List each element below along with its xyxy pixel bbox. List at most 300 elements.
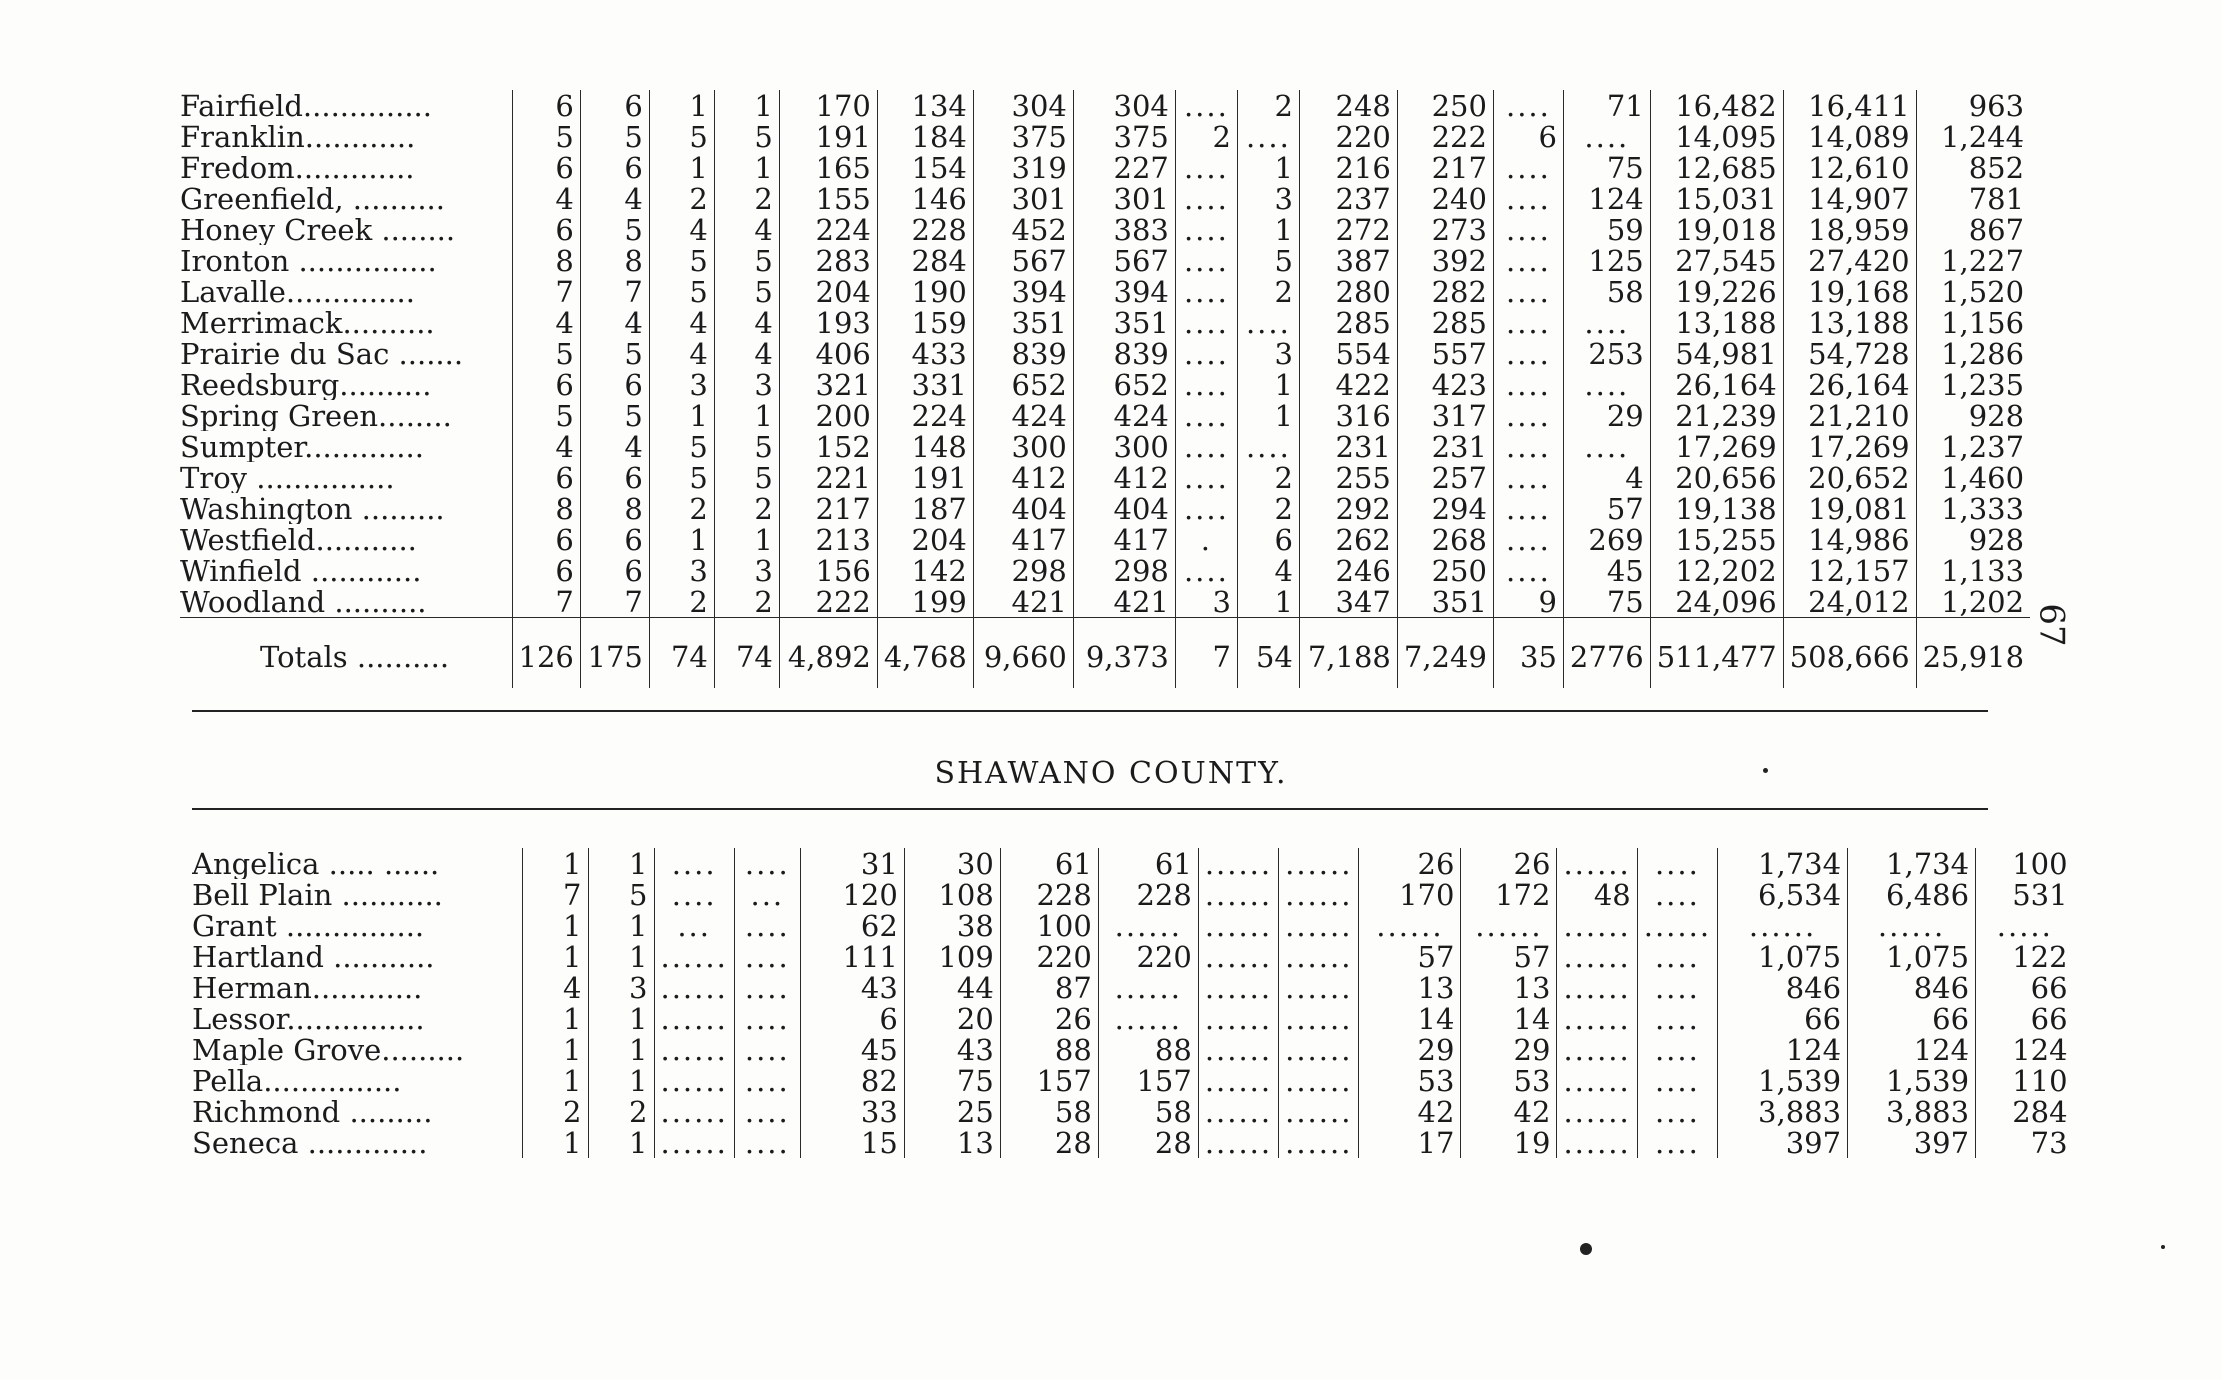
table-cell: ...... [1461, 910, 1557, 941]
table-cell: .... [1175, 276, 1237, 307]
table-cell: 220 [1299, 121, 1397, 152]
table-cell: 928 [1968, 524, 2025, 555]
table-row [192, 1034, 2074, 1065]
table-cell: ...... [1279, 1096, 1359, 1127]
table-cell: ...... [1198, 1127, 1278, 1158]
table-cell: 6,534 [1718, 879, 1848, 910]
table-cell: 222 [1397, 121, 1493, 152]
table-cell: .... [734, 848, 800, 879]
table-cell: 1 [522, 941, 588, 972]
table-cell: ...... [1557, 1003, 1637, 1034]
ink-speck [1763, 768, 1768, 773]
table-cell: 6 [580, 152, 649, 183]
table-cell: 9,373 [1073, 618, 1175, 689]
table-cell: ...... [1198, 972, 1278, 1003]
table-cell: .... [1493, 555, 1563, 586]
table-cell: 1 [649, 90, 714, 121]
table-cell: 294 [1397, 493, 1493, 524]
table-cell: 3 [588, 972, 654, 1003]
table-cell: ...... [1848, 910, 1976, 941]
table-cell: 20,656 [1650, 462, 1783, 493]
table-cell: 14 [1359, 1003, 1461, 1034]
table-cell: 282 [1397, 276, 1493, 307]
table-cell: 17,269 [1783, 431, 1916, 462]
table-cell: 285 [1299, 307, 1397, 338]
table-cell: 4 [1563, 462, 1650, 493]
table-cell: 1 [1237, 400, 1299, 431]
table-cell: 1 [588, 1065, 654, 1096]
table-cell: 2 [1175, 121, 1237, 152]
table-cell: ...... [1279, 941, 1359, 972]
table-cell: 316 [1299, 400, 1397, 431]
table-cell: .... [734, 1065, 800, 1096]
table-cell: 1,235 [1941, 369, 2025, 400]
table-cell: 58 [1563, 276, 1650, 307]
table-cell: 3 [649, 555, 714, 586]
table-cell: 6 [512, 369, 580, 400]
table-cell: .... [1637, 941, 1717, 972]
table-cell: 3,883 [1848, 1096, 1976, 1127]
table-cell: 867 [1968, 214, 2025, 245]
table-cell: 5 [714, 121, 779, 152]
table-cell: 148 [877, 431, 973, 462]
table-cell: 26 [1461, 848, 1557, 879]
table-cell: 58 [1098, 1096, 1198, 1127]
table-cell: 283 [779, 245, 877, 276]
table-cell: 928 [1968, 400, 2025, 431]
table-cell: 5 [649, 462, 714, 493]
table-cell: 170 [779, 90, 877, 121]
table-cell: 14,089 [1783, 121, 1916, 152]
township-name: Sumpter............. [180, 431, 512, 462]
table-cell: ...... [1198, 879, 1278, 910]
table-cell: 62 [800, 910, 904, 941]
table-cell: 20 [904, 1003, 1000, 1034]
table-cell: 347 [1299, 586, 1397, 618]
table-cell: 152 [779, 431, 877, 462]
table-cell: ...... [654, 1003, 734, 1034]
table-cell: .... [1175, 431, 1237, 462]
table-cell: 44 [904, 972, 1000, 1003]
table-cell: 1 [522, 1065, 588, 1096]
table-cell: 1,520 [1941, 276, 2025, 307]
table-cell: 3 [1237, 338, 1299, 369]
table-cell: 61 [1000, 848, 1098, 879]
table-cell: 6 [580, 462, 649, 493]
table-cell: 8 [580, 493, 649, 524]
township-name: Pella............... [192, 1065, 522, 1096]
table-cell: 170 [1359, 879, 1461, 910]
table-cell: 61 [1098, 848, 1198, 879]
table-cell: 13 [1359, 972, 1461, 1003]
table-cell: 7 [512, 276, 580, 307]
township-table-upper [180, 90, 2030, 688]
table-cell: ...... [1359, 910, 1461, 941]
table-cell: 87 [1000, 972, 1098, 1003]
table-cell: 13 [1461, 972, 1557, 1003]
table-cell: 108 [904, 879, 1000, 910]
table-cell: 165 [779, 152, 877, 183]
table-cell: .... [1637, 1096, 1717, 1127]
table-cell: 31 [800, 848, 904, 879]
table-cell: 146 [877, 183, 973, 214]
table-cell: 187 [877, 493, 973, 524]
table-cell: 963 [1968, 90, 2025, 121]
table-cell: 433 [877, 338, 973, 369]
table-cell: 7,188 [1299, 618, 1397, 689]
table-cell: 4 [512, 431, 580, 462]
table-cell: 12,610 [1783, 152, 1916, 183]
table-cell: .... [1493, 400, 1563, 431]
table-cell: .... [734, 1003, 800, 1034]
table-cell: 250 [1397, 90, 1493, 121]
table-cell: 423 [1397, 369, 1493, 400]
table-cell: 19,018 [1650, 214, 1783, 245]
table-cell: 19,168 [1783, 276, 1916, 307]
table-row [180, 121, 2030, 152]
table-cell: 29 [1461, 1034, 1557, 1065]
table-cell: .... [654, 879, 734, 910]
table-cell: 21,239 [1650, 400, 1783, 431]
township-name: Fairfield.............. [180, 90, 512, 121]
table-cell: .... [1175, 183, 1237, 214]
table-cell: 66 [2030, 972, 2068, 1003]
table-cell: 321 [779, 369, 877, 400]
table-cell: 14,986 [1783, 524, 1916, 555]
table-cell: 88 [1098, 1034, 1198, 1065]
table-cell: .... [1175, 214, 1237, 245]
table-cell: 531 [2012, 879, 2068, 910]
table-cell: 12,685 [1650, 152, 1783, 183]
table-cell: 45 [1563, 555, 1650, 586]
table-cell: 2 [1237, 493, 1299, 524]
table-cell: 8 [512, 493, 580, 524]
township-name: Westfield........... [180, 524, 512, 555]
table-cell: 157 [1000, 1065, 1098, 1096]
township-rows-lower [192, 848, 2074, 1158]
township-name: Totals .......... [180, 618, 512, 689]
table-cell: ...... [1198, 848, 1278, 879]
table-cell: 301 [1073, 183, 1175, 214]
table-cell: 240 [1397, 183, 1493, 214]
table-cell: ..... [1996, 910, 2053, 941]
table-cell: 7 [1175, 618, 1237, 689]
table-cell: ...... [1557, 1034, 1637, 1065]
table-cell: 452 [973, 214, 1073, 245]
table-cell: 5 [588, 879, 654, 910]
table-cell: .... [1493, 245, 1563, 276]
table-cell: 48 [1557, 879, 1637, 910]
table-cell: 100 [1000, 910, 1098, 941]
table-cell: 54,981 [1650, 338, 1783, 369]
table-cell: ...... [654, 1096, 734, 1127]
township-name: Prairie du Sac ....... [180, 338, 512, 369]
table-row [192, 879, 2074, 910]
table-cell: ...... [1198, 1034, 1278, 1065]
table-cell: 351 [1397, 586, 1493, 618]
rule-above-heading [192, 710, 1988, 712]
table-cell: 237 [1299, 183, 1397, 214]
table-cell: 9 [1493, 586, 1563, 618]
table-cell: 134 [877, 90, 973, 121]
township-name: Ironton ............... [180, 245, 512, 276]
table-cell: 120 [800, 879, 904, 910]
table-cell: 1 [588, 910, 654, 941]
table-cell: 35 [1493, 618, 1563, 689]
table-cell: 7 [522, 879, 588, 910]
township-name: Winfield ............ [180, 555, 512, 586]
table-cell: .... [734, 1127, 800, 1158]
table-cell: .... [1637, 1127, 1717, 1158]
table-cell: 4 [580, 431, 649, 462]
table-cell: 406 [779, 338, 877, 369]
table-cell: 2 [1237, 90, 1299, 121]
table-cell: 1,734 [1848, 848, 1976, 879]
table-cell: 319 [973, 152, 1073, 183]
table-cell: 246 [1299, 555, 1397, 586]
table-cell: 7 [580, 586, 649, 618]
table-cell: 1,227 [1941, 245, 2025, 276]
table-cell: 74 [649, 618, 714, 689]
table-cell: 66 [1848, 1003, 1976, 1034]
table-cell: 15,031 [1650, 183, 1783, 214]
table-cell: 3 [714, 555, 779, 586]
table-cell: 1 [522, 848, 588, 879]
table-cell: .... [1637, 848, 1717, 879]
table-cell: 38 [904, 910, 1000, 941]
table-cell: 3 [649, 369, 714, 400]
table-cell: 5 [512, 338, 580, 369]
table-cell: 250 [1397, 555, 1493, 586]
township-name: Merrimack.......... [180, 307, 512, 338]
table-cell: 19,081 [1783, 493, 1916, 524]
table-cell: .... [1493, 524, 1563, 555]
table-cell: 29 [1563, 400, 1650, 431]
table-cell: 392 [1397, 245, 1493, 276]
table-cell: 255 [1299, 462, 1397, 493]
table-cell: 184 [877, 121, 973, 152]
table-row [192, 1065, 2074, 1096]
table-cell: 292 [1299, 493, 1397, 524]
table-cell: 27,545 [1650, 245, 1783, 276]
township-name: Herman............ [192, 972, 522, 1003]
table-cell: 110 [2012, 1065, 2068, 1096]
table-cell: 159 [877, 307, 973, 338]
table-cell: 1,734 [1718, 848, 1848, 879]
table-cell: 6 [1237, 524, 1299, 555]
table-cell: 15 [800, 1127, 904, 1158]
table-cell: 1 [714, 152, 779, 183]
table-cell: 5 [580, 121, 649, 152]
table-cell: ...... [1098, 972, 1198, 1003]
table-cell: 191 [779, 121, 877, 152]
table-cell: .... [1493, 493, 1563, 524]
township-name: Bell Plain ........... [192, 879, 522, 910]
table-cell: 2 [588, 1096, 654, 1127]
table-cell: 1 [588, 1003, 654, 1034]
table-cell: ...... [1279, 879, 1359, 910]
township-name: Seneca ............. [192, 1127, 522, 1158]
table-cell: ...... [654, 941, 734, 972]
table-cell: 28 [1098, 1127, 1198, 1158]
table-cell: 1,237 [1941, 431, 2025, 462]
table-cell: .... [1175, 493, 1237, 524]
table-cell: ...... [1198, 1096, 1278, 1127]
table-cell: 191 [877, 462, 973, 493]
table-cell: 12,202 [1650, 555, 1783, 586]
table-cell: 375 [973, 121, 1073, 152]
table-cell: 124 [1718, 1034, 1848, 1065]
table-cell: 228 [1098, 879, 1198, 910]
township-name: Washington ......... [180, 493, 512, 524]
table-cell: 839 [1073, 338, 1175, 369]
table-cell: 652 [973, 369, 1073, 400]
table-cell: 3 [1175, 586, 1237, 618]
table-cell: 1 [1237, 214, 1299, 245]
table-cell: ...... [1557, 910, 1637, 941]
table-cell: 193 [779, 307, 877, 338]
table-cell: 285 [1397, 307, 1493, 338]
table-cell: 26 [1359, 848, 1461, 879]
table-cell: .... [1493, 183, 1563, 214]
table-cell: 5 [580, 214, 649, 245]
table-row [180, 245, 2030, 276]
table-cell: .... [1175, 152, 1237, 183]
table-cell: ...... [1098, 910, 1198, 941]
township-name: Lavalle.............. [180, 276, 512, 307]
table-cell: 404 [973, 493, 1073, 524]
table-cell: 43 [904, 1034, 1000, 1065]
table-cell: 17 [1359, 1127, 1461, 1158]
table-cell: 100 [2012, 848, 2068, 879]
table-cell: 8 [580, 245, 649, 276]
table-cell: ...... [1198, 941, 1278, 972]
table-cell: 2 [649, 586, 714, 618]
table-cell: 273 [1397, 214, 1493, 245]
table-cell: 14,095 [1650, 121, 1783, 152]
table-cell: 124 [2012, 1034, 2068, 1065]
table-cell: 557 [1397, 338, 1493, 369]
table-cell: 2 [1237, 462, 1299, 493]
table-cell: 5 [714, 245, 779, 276]
table-cell: 124 [1563, 183, 1650, 214]
township-name: Fredom............. [180, 152, 512, 183]
table-cell: .... [734, 941, 800, 972]
table-cell: 412 [1073, 462, 1175, 493]
table-cell: 280 [1299, 276, 1397, 307]
table-row [192, 1003, 2074, 1034]
table-cell: 846 [1718, 972, 1848, 1003]
table-cell: 45 [800, 1034, 904, 1065]
table-cell: 1,075 [1848, 941, 1976, 972]
table-cell: 4 [649, 307, 714, 338]
table-cell: .... [1493, 214, 1563, 245]
table-cell: ...... [1718, 910, 1848, 941]
table-cell: 190 [877, 276, 973, 307]
table-cell: ...... [1279, 1065, 1359, 1096]
table-cell: 1 [522, 910, 588, 941]
table-cell: 1,286 [1941, 338, 2025, 369]
table-cell: ...... [1557, 1096, 1637, 1127]
table-cell: ... [654, 910, 734, 941]
table-cell: ...... [1637, 910, 1717, 941]
table-cell: 57 [1461, 941, 1557, 972]
table-cell: 5 [580, 338, 649, 369]
table-cell: 2776 [1563, 618, 1650, 689]
table-cell: ...... [1279, 972, 1359, 1003]
table-cell: 4 [649, 214, 714, 245]
table-cell: 17,269 [1650, 431, 1783, 462]
table-cell: 142 [877, 555, 973, 586]
table-cell: 272 [1299, 214, 1397, 245]
township-rows-upper [180, 90, 2030, 688]
table-row [180, 214, 2030, 245]
table-cell: 421 [973, 586, 1073, 618]
table-cell: 397 [1718, 1127, 1848, 1158]
table-cell: 28 [1000, 1127, 1098, 1158]
table-cell: 424 [1073, 400, 1175, 431]
table-cell: 351 [973, 307, 1073, 338]
table-cell: 1,156 [1941, 307, 2025, 338]
table-cell: 6 [580, 90, 649, 121]
township-table-lower [192, 848, 2074, 1158]
table-cell: 26 [1000, 1003, 1098, 1034]
table-cell: 231 [1299, 431, 1397, 462]
table-cell: 304 [973, 90, 1073, 121]
table-row [192, 972, 2074, 1003]
table-row [192, 941, 2074, 972]
ink-spot [1580, 1243, 1592, 1255]
table-cell: 300 [1073, 431, 1175, 462]
table-cell: 228 [1000, 879, 1098, 910]
table-row [192, 910, 2074, 941]
table-cell: 417 [973, 524, 1073, 555]
table-cell: .... [1493, 90, 1563, 121]
table-cell: ... [734, 879, 800, 910]
table-cell: 1 [649, 400, 714, 431]
township-name: Franklin............ [180, 121, 512, 152]
table-cell: .... [1563, 431, 1650, 462]
table-cell: 3 [1237, 183, 1299, 214]
table-cell: 2 [714, 493, 779, 524]
table-cell: 75 [904, 1065, 1000, 1096]
table-cell: 155 [779, 183, 877, 214]
table-cell: .... [734, 1034, 800, 1065]
table-cell: 5 [714, 462, 779, 493]
table-cell: 1 [522, 1034, 588, 1065]
table-cell: 1 [714, 90, 779, 121]
table-cell: 5 [714, 276, 779, 307]
table-cell: 1 [1237, 152, 1299, 183]
township-name: Honey Creek ........ [180, 214, 512, 245]
township-name: Spring Green........ [180, 400, 512, 431]
table-cell: .... [1493, 462, 1563, 493]
table-cell: 4 [1237, 555, 1299, 586]
table-cell: 5 [649, 121, 714, 152]
table-cell: 269 [1563, 524, 1650, 555]
table-cell: ...... [1279, 1127, 1359, 1158]
table-cell: 422 [1299, 369, 1397, 400]
table-cell: 4 [580, 183, 649, 214]
table-cell: 301 [973, 183, 1073, 214]
table-cell: 6 [580, 524, 649, 555]
table-cell: 172 [1461, 879, 1557, 910]
table-cell: .... [1493, 369, 1563, 400]
table-cell: 43 [800, 972, 904, 1003]
table-row [180, 431, 2030, 462]
table-cell: 4,892 [779, 618, 877, 689]
table-cell: 73 [2030, 1127, 2068, 1158]
